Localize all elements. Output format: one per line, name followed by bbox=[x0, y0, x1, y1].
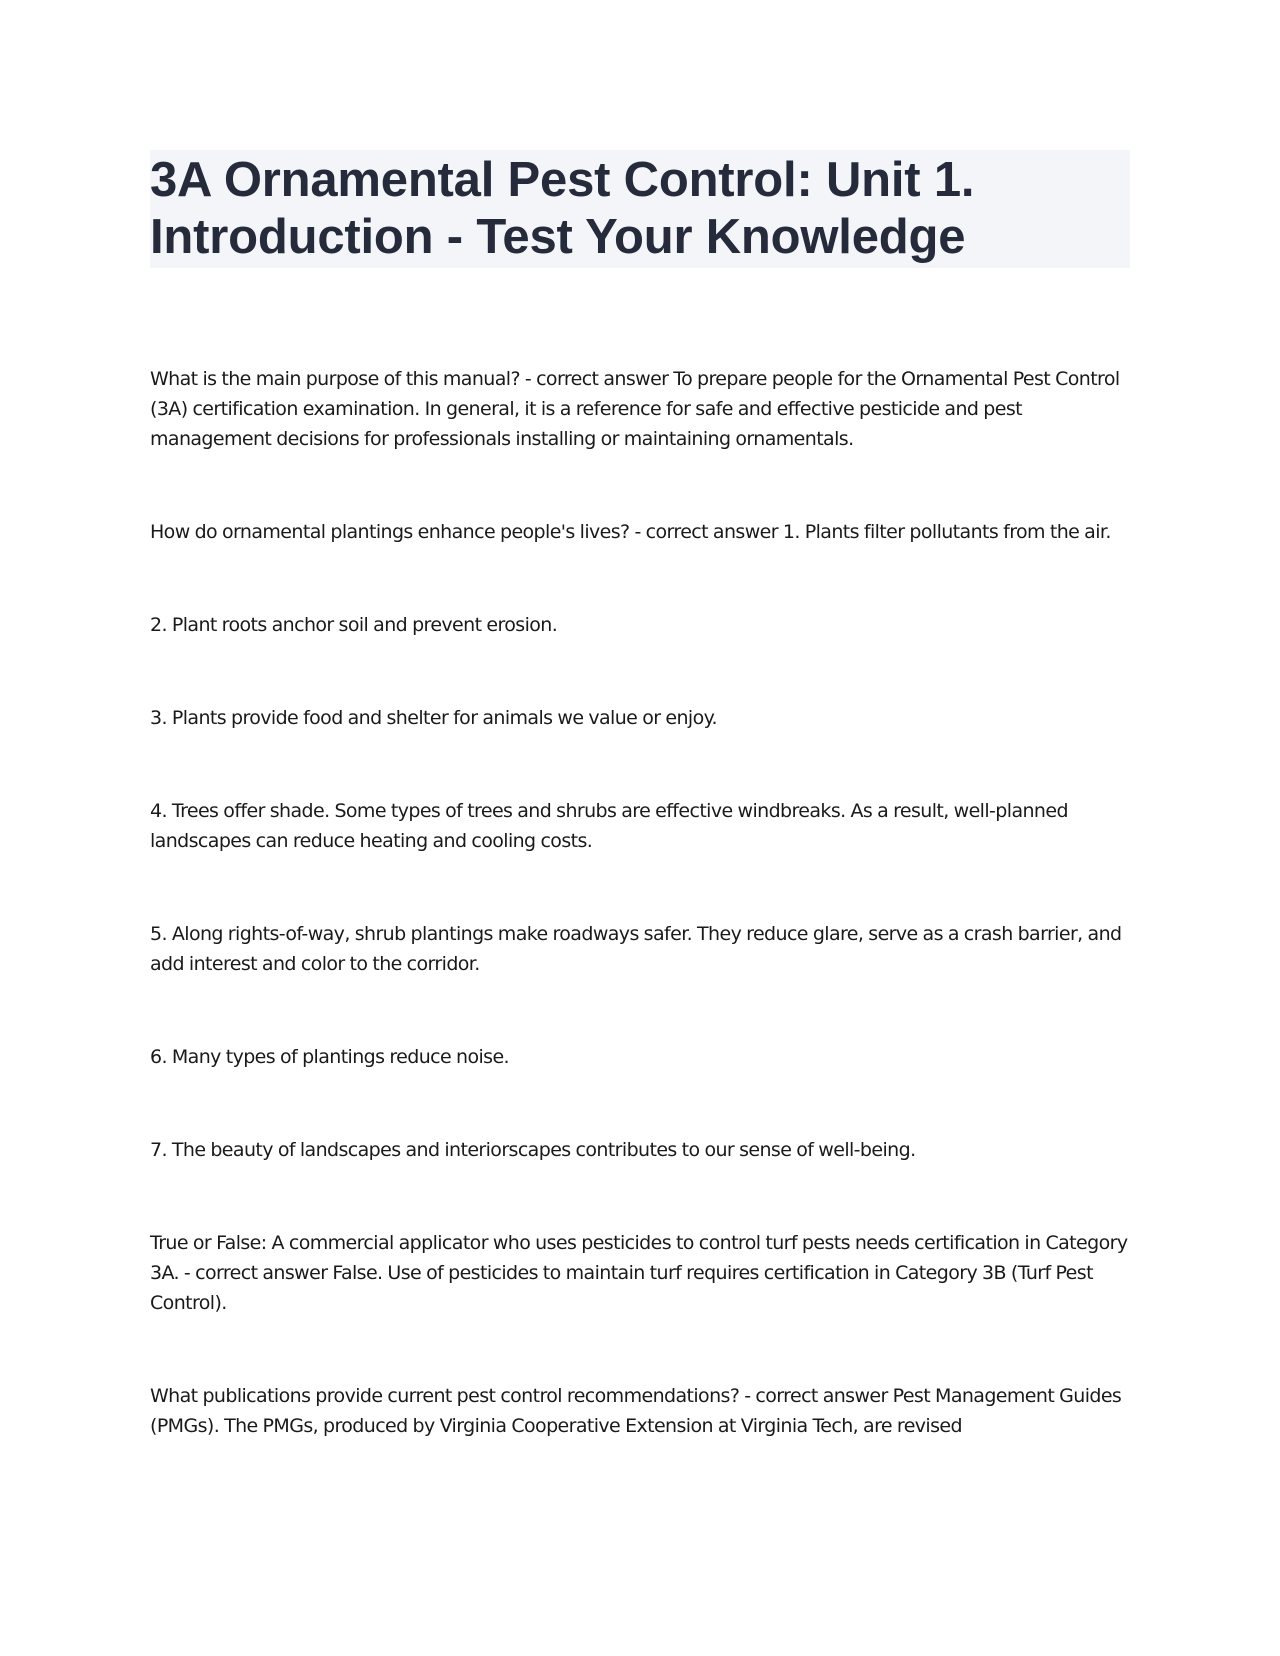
list-paragraph: 5. Along rights-of-way, shrub plantings make roadways safer. They reduce glare, serve as a crash barrier, and add interest and color to the corridor. bbox=[150, 923, 1122, 975]
list-paragraph: 7. The beauty of landscapes and interiorscapes contributes to our sense of well-being. bbox=[150, 1139, 916, 1161]
qa-paragraph: How do ornamental plantings enhance people's lives? - correct answer 1. Plants filter pollutants from the air. bbox=[150, 521, 1111, 543]
qa-paragraph: What publications provide current pest control recommendations? - correct answer Pest Management Guides (PMGs). The PMGs, produced by Virginia Cooperative Extension at Virginia Tech, are revised bbox=[150, 1385, 1122, 1437]
qa-paragraph: True or False: A commercial applicator who uses pesticides to control turf pests needs certification in Category 3A. - correct answer False. Use of pesticides to maintain turf requires certification in Category 3B (Turf Pest Control). bbox=[150, 1232, 1128, 1314]
list-paragraph: 3. Plants provide food and shelter for animals we value or enjoy. bbox=[150, 707, 717, 729]
document-body bbox=[150, 364, 1130, 1441]
list-paragraph: 2. Plant roots anchor soil and prevent erosion. bbox=[150, 614, 558, 636]
document-title: 3A Ornamental Pest Control: Unit 1. Introduction - Test Your Knowledge bbox=[150, 153, 975, 264]
list-paragraph: 6. Many types of plantings reduce noise. bbox=[150, 1046, 509, 1068]
qa-paragraph: What is the main purpose of this manual? - correct answer To prepare people for the Ornamental Pest Control (3A) certification examination. In general, it is a reference for safe and effective pesticide and pest management decisions for professionals installing or maintaining ornamentals. bbox=[150, 368, 1120, 450]
list-paragraph: 4. Trees offer shade. Some types of trees and shrubs are effective windbreaks. As a result, well-planned landscapes can reduce heating and cooling costs. bbox=[150, 800, 1068, 852]
document-page bbox=[150, 150, 1130, 1441]
title-block bbox=[150, 150, 1130, 268]
